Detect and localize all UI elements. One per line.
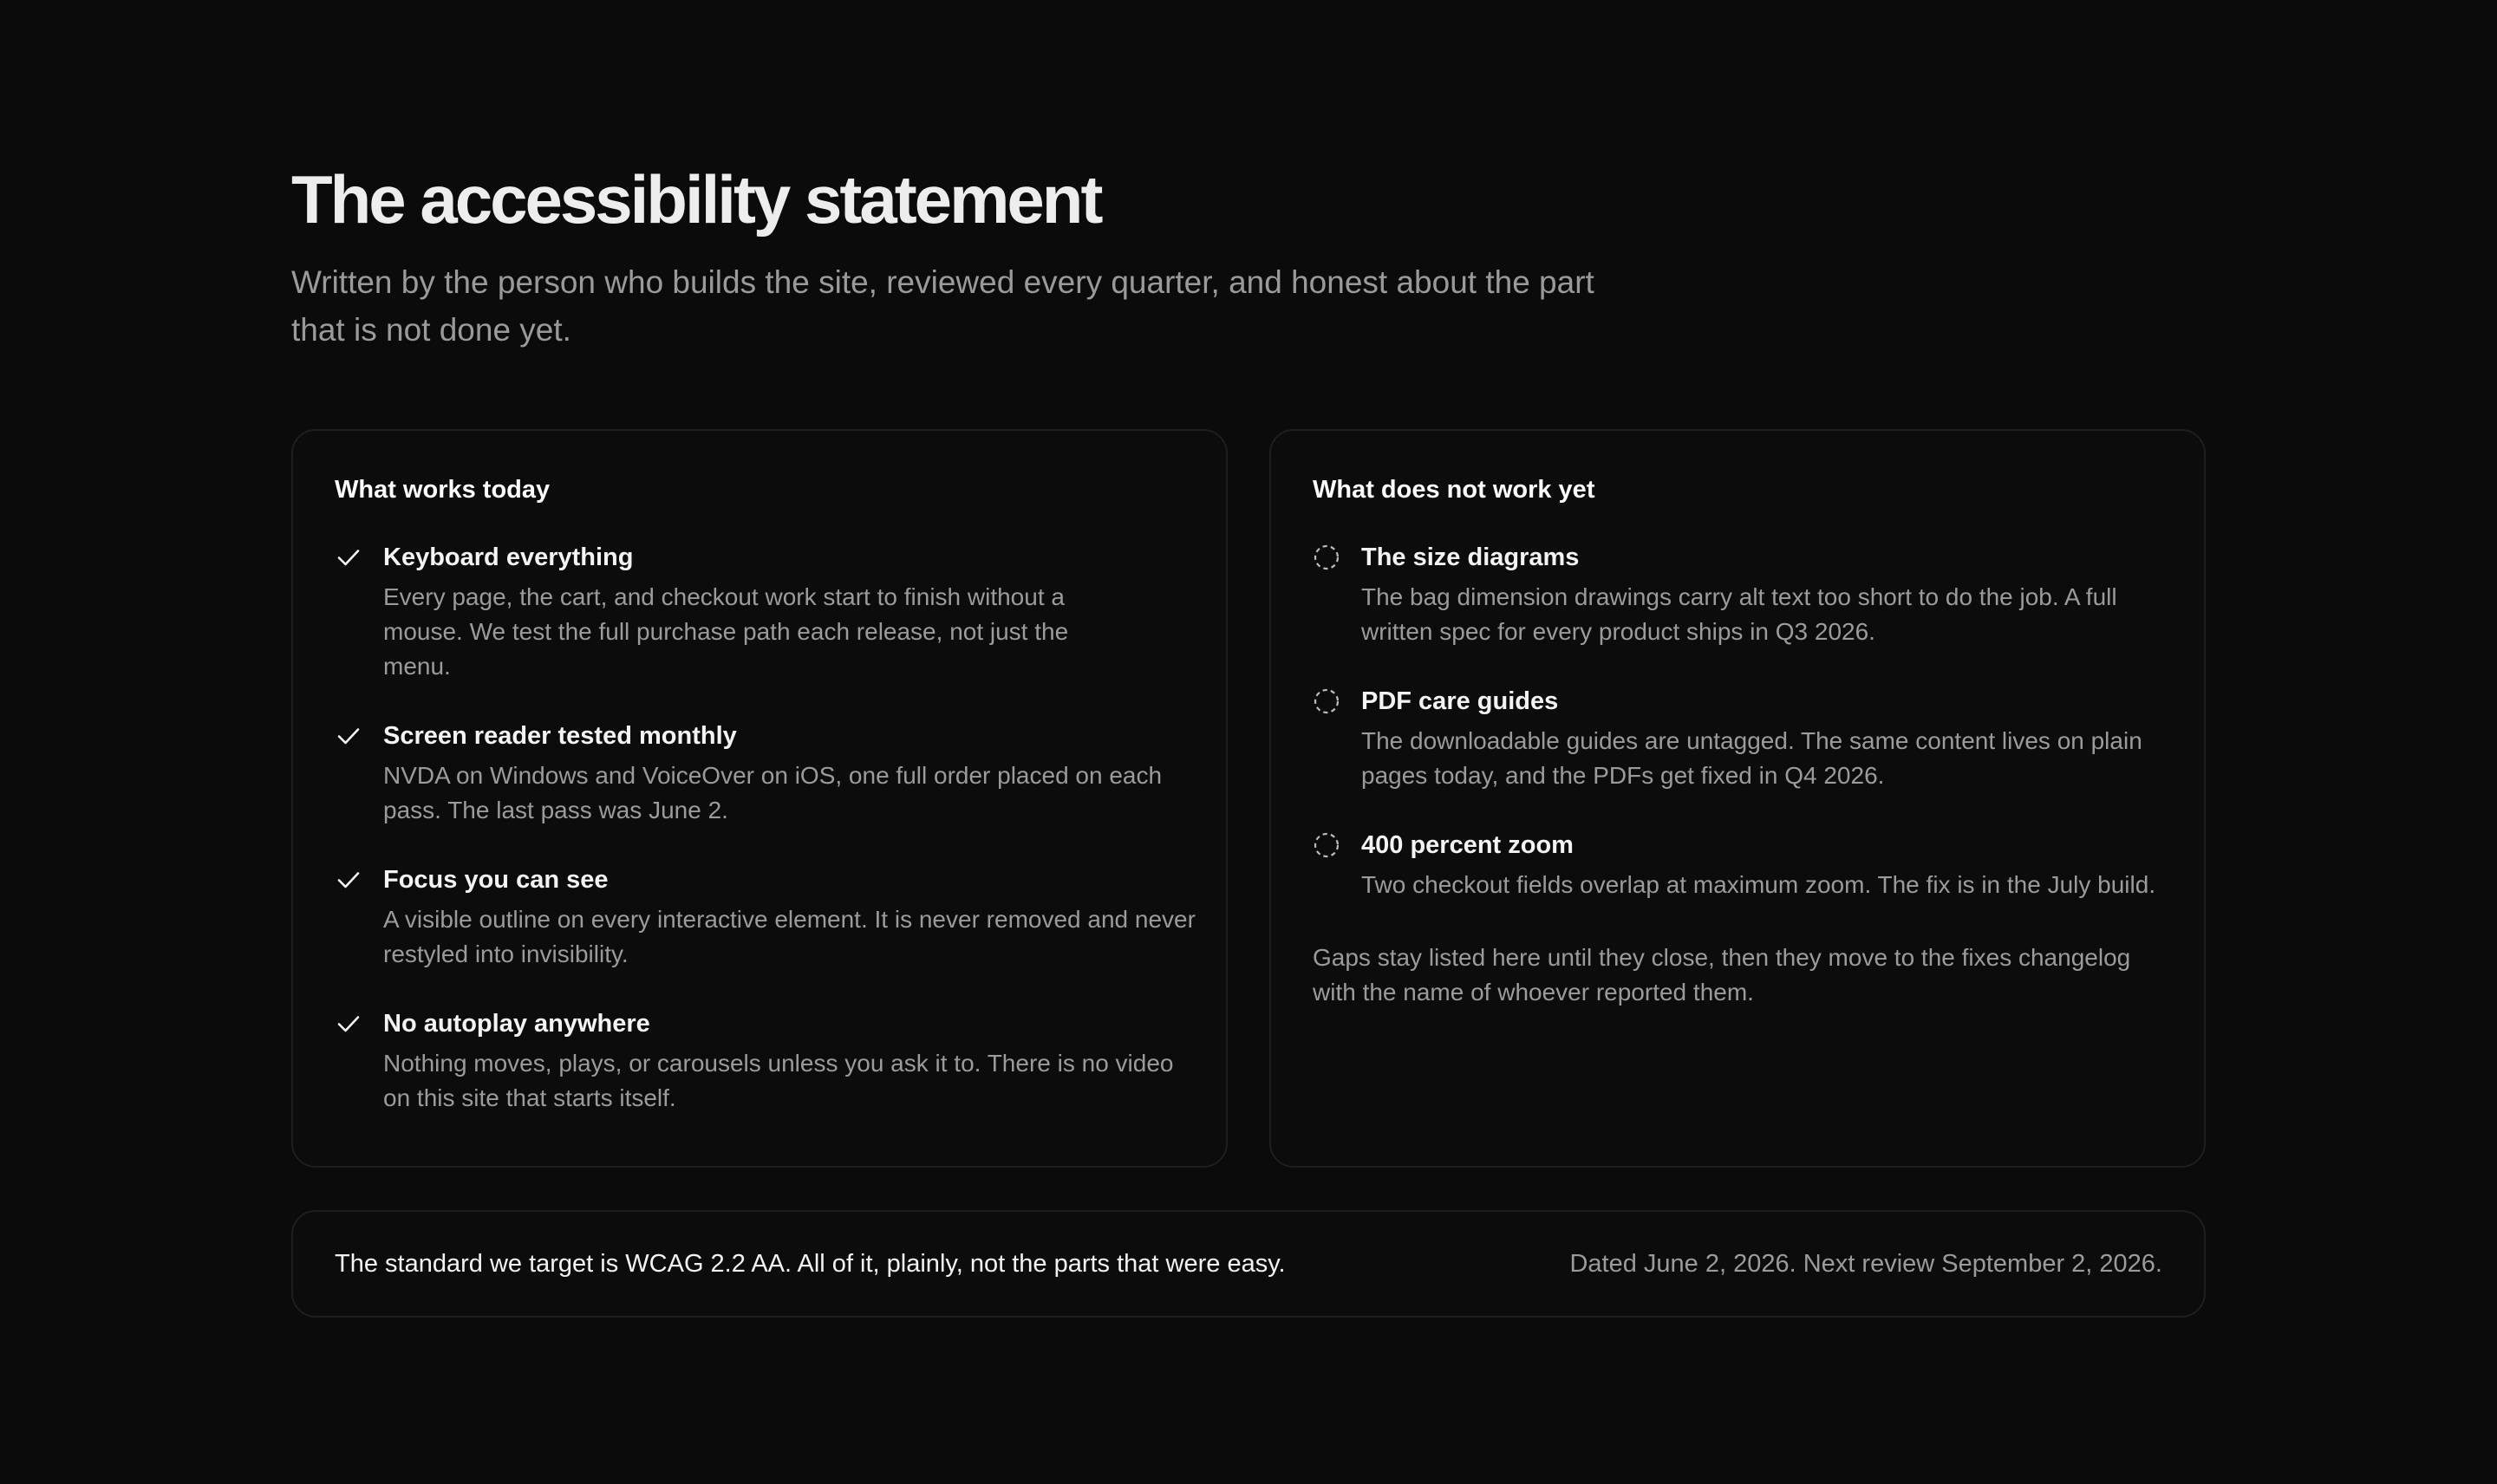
works-today-title: What works today xyxy=(335,476,551,504)
review-dates: Dated June 2, 2026. Next review September 2, 2026. xyxy=(1569,1250,2162,1278)
list-item xyxy=(335,1006,1184,1116)
check-icon xyxy=(335,722,362,750)
item-heading: 400 percent zoom xyxy=(1361,831,1574,859)
item-heading: No autoplay anywhere xyxy=(383,1010,650,1038)
works-today-list xyxy=(335,540,1196,1116)
item-heading: The size diagrams xyxy=(1361,543,1580,571)
item-description: NVDA on Windows and VoiceOver on iOS, one full order placed on each pass. The last pass was June 2. xyxy=(383,762,1163,823)
item-heading: Keyboard everything xyxy=(383,543,634,571)
pending-circle-icon xyxy=(1313,543,1340,571)
pending-circle-icon xyxy=(1313,687,1340,715)
list-item xyxy=(1313,828,2162,902)
list-item xyxy=(335,719,1184,828)
item-heading: PDF care guides xyxy=(1361,687,1559,715)
check-icon xyxy=(335,1010,362,1038)
standard-text: The standard we target is WCAG 2.2 AA. All of it, plainly, not the parts that were easy. xyxy=(335,1250,1286,1278)
page-title: The accessibility statement xyxy=(291,161,1101,238)
works-today-card xyxy=(291,429,1228,1168)
check-icon xyxy=(335,543,362,571)
list-item xyxy=(335,540,1184,684)
content-wrapper xyxy=(291,156,2206,1278)
not-working-list xyxy=(1313,540,2162,902)
list-item xyxy=(1313,684,2162,793)
item-description: Every page, the cart, and checkout work start to finish without a mouse. We test the full purchase path each release, not just the menu. xyxy=(383,583,1069,680)
not-working-title: What does not work yet xyxy=(1313,476,1595,504)
statement-cards xyxy=(291,429,2206,1168)
item-heading: Focus you can see xyxy=(383,866,609,894)
list-item xyxy=(1313,540,2162,649)
page-subtitle: Written by the person who builds the site, reviewed every quarter, and honest about the part that is not done yet. xyxy=(291,264,1594,348)
not-working-card xyxy=(1269,429,2206,1168)
item-heading: Screen reader tested monthly xyxy=(383,722,737,750)
standard-footer xyxy=(291,1210,2206,1318)
item-description: Two checkout fields overlap at maximum zoom. The fix is in the July build. xyxy=(1361,871,2156,898)
pending-circle-icon xyxy=(1313,831,1340,859)
item-description: Nothing moves, plays, or carousels unless you ask it to. There is no video on this site that starts itself. xyxy=(383,1050,1174,1111)
gaps-note: Gaps stay listed here until they close, then they move to the fixes changelog with the name of whoever reported them. xyxy=(1313,944,2131,1006)
item-description: The bag dimension drawings carry alt text too short to do the job. A full written spec for every product ships in Q3 2026. xyxy=(1361,583,2117,645)
check-icon xyxy=(335,866,362,894)
list-item xyxy=(335,862,1196,972)
item-description: A visible outline on every interactive element. It is never removed and never restyled into invisibility. xyxy=(383,906,1196,967)
item-description: The downloadable guides are untagged. The same content lives on plain pages today, and the PDFs get fixed in Q4 2026. xyxy=(1361,727,2142,789)
